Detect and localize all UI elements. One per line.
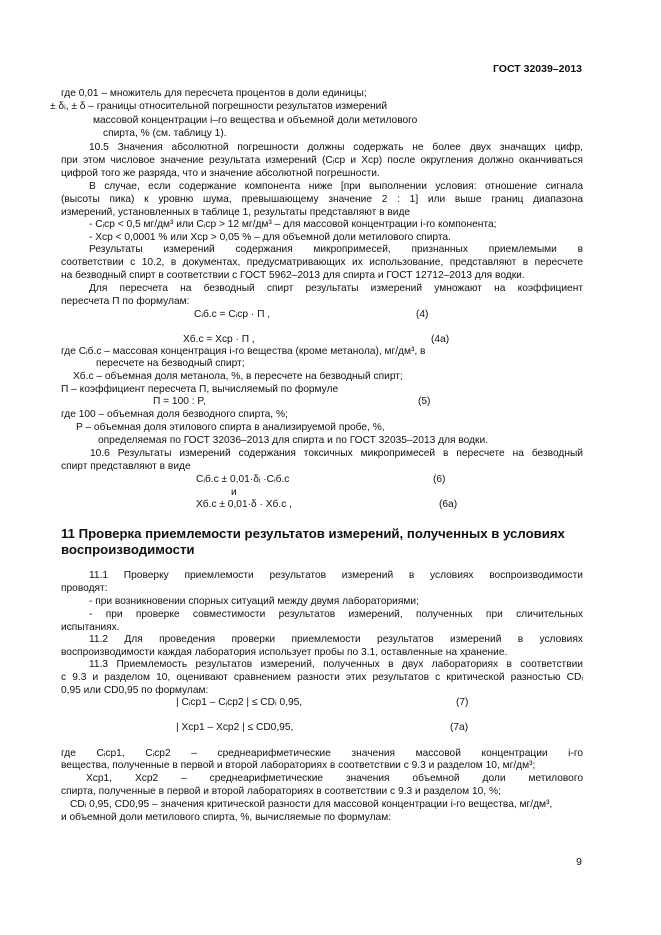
text-line: и объемной доли метилового спирта, %, вычисляемые по формулам: <box>61 812 392 823</box>
text-line: Для пересчета на безводный спирт результаты измерений умножают на коэффициент <box>89 283 583 294</box>
formula-number: (7a) <box>450 722 469 733</box>
section-heading: 11 Проверка приемлемости результатов измерений, полученных в условиях воспроизводимости <box>61 526 565 557</box>
text-line: вещества, полученные в первой и второй лабораториях в соответствии с 9.3 и разделом 10, мг/дм³; <box>61 760 536 771</box>
text-line: где 100 – объемная доля безводного спирта, %; <box>61 409 288 420</box>
text-line: - Cᵢcp < 0,5 мг/дм³ или Cᵢcp > 12 мг/дм³ – для массовой концентрации i-го компонента; <box>89 219 497 230</box>
text-line: измерений, установленных в таблице 1, результаты представляют в виде <box>61 207 411 218</box>
text-line: - Xcp < 0,0001 % или Xcp > 0,05 % – для объемной доли метилового спирта. <box>89 232 451 243</box>
formula: Xб.с = Xcp · П , <box>183 334 255 345</box>
text-line: (высоты пика) к уровню шума, превышающему значение 2 : 1] или выше границ диапазона <box>61 194 583 205</box>
text-line: где 0,01 – множитель для пересчета процентов в доли единицы; <box>61 88 367 99</box>
formula-number: (7) <box>456 697 469 708</box>
text-line: CDᵢ 0,95, CD0,95 – значения критической разности для массовой концентрации i-го вещества, мг/дм³, <box>70 799 553 810</box>
text-line: Xcp1, Xcp2 – среднеарифметические значения объемной доли метилового <box>86 773 583 784</box>
text-line: цифрой того же разряда, что и значение абсолютной погрешности. <box>61 168 380 179</box>
formula-connector: и <box>231 487 237 498</box>
text-line: пересчета П по формулам: <box>61 296 190 307</box>
text-line: где Cᵢcp1, Cᵢcp2 – среднеарифметические значения массовой концентрации i-го <box>61 748 583 759</box>
text-line: 11.2 Для проведения проверки приемлемости результатов измерений в условиях <box>89 634 583 645</box>
formula: Xб.с ± 0,01·δ · Xб.с , <box>196 499 292 510</box>
text-line: где Cᵢб.с – массовая концентрация i-го вещества (кроме метанола), мг/дм³, в <box>61 346 426 357</box>
formula-number: (4a) <box>431 334 450 345</box>
text-line: П – коэффициент пересчета П, вычисляемый по формуле <box>61 384 339 395</box>
formula-number: (6) <box>433 474 446 485</box>
text-line: соответствии с 10.2, в документах, предусматривающих их использование, представляют в пересчете <box>61 257 583 268</box>
formula: | Cᵢcp1 – Cᵢcp2 | ≤ CDᵢ 0,95, <box>176 697 303 708</box>
text-line: 11.3 Приемлемость результатов измерений, полученных в двух лабораториях в соответствии <box>89 659 583 670</box>
text-line: воспроизводимости каждая лаборатория использует пробы по 3.1, оставленные на хранение. <box>61 647 508 658</box>
formula-number: (6a) <box>439 499 458 510</box>
formula: | Xcp1 – Xcp2 | ≤ CD0,95, <box>176 722 294 733</box>
text-line: спирта, % (см. таблицу 1). <box>103 128 227 139</box>
text-line: - при возникновении спорных ситуаций между двумя лабораториями; <box>89 596 419 607</box>
formula-number: (4) <box>416 309 429 320</box>
text-line: 10.5 Значения абсолютной погрешности должны содержать не более двух значащих цифр, <box>89 142 583 153</box>
text-line: определяемая по ГОСТ 32036–2013 для спирта и по ГОСТ 32035–2013 для водки. <box>98 435 489 446</box>
text-line: испытаниях. <box>61 622 120 633</box>
text-line: спирта, полученные в первой и второй лабораториях в соответствии с 9.3 и разделом 10, %; <box>61 786 501 797</box>
text-line: Xб.с – объемная доля метанола, %, в пересчете на безводный спирт; <box>73 371 403 382</box>
page-number: 9 <box>576 856 582 868</box>
text-line: на безводный спирт в соответствии с ГОСТ 5962–2013 для спирта и ГОСТ 12712–2013 для водки. <box>61 270 525 281</box>
text-line: спирт представляют в виде <box>61 461 191 472</box>
text-line: с 9.3 и разделом 10, оценивают сравнением разности этих результатов с критической разностью CDᵢ <box>61 672 583 683</box>
document-code-header: ГОСТ 32039–2013 <box>492 63 582 75</box>
text-line: 0,95 или CD0,95 по формулам: <box>61 685 209 696</box>
text-line: Результаты измерений содержания микропримесей, признанных приемлемыми в <box>89 244 583 255</box>
text-line: ± δᵢ, ± δ – границы относительной погрешности результатов измерений <box>50 101 388 112</box>
text-line: P – объемная доля этилового спирта в анализируемой пробе, %, <box>76 422 385 433</box>
formula: Cᵢб.с = Cᵢcp · П , <box>194 309 271 320</box>
text-line: проводят: <box>61 583 108 594</box>
text-line: В случае, если содержание компонента ниже [при выполнении условия: отношение сигнала <box>89 181 583 192</box>
text-line: - при проверке совместимости результатов измерений, полученных при сличительных <box>89 609 583 620</box>
text-line: массовой концентрации i–го вещества и объемной доли метилового <box>93 115 418 126</box>
text-line: 10.6 Результаты измерений содержания токсичных микропримесей в пересчете на безводный <box>90 448 583 459</box>
text-line: при этом числовое значение результата измерений (Cᵢcp и Xcp) после округления должно оканчиваться <box>61 155 583 166</box>
formula-number: (5) <box>418 396 431 407</box>
formula: Cᵢб.с ± 0,01·δᵢ ·Cᵢб.с <box>196 474 290 485</box>
formula: П = 100 : P, <box>153 396 206 407</box>
text-line: 11.1 Проверку приемлемости результатов измерений в условиях воспроизводимости <box>89 570 583 581</box>
text-line: пересчете на безводный спирт; <box>96 358 245 369</box>
